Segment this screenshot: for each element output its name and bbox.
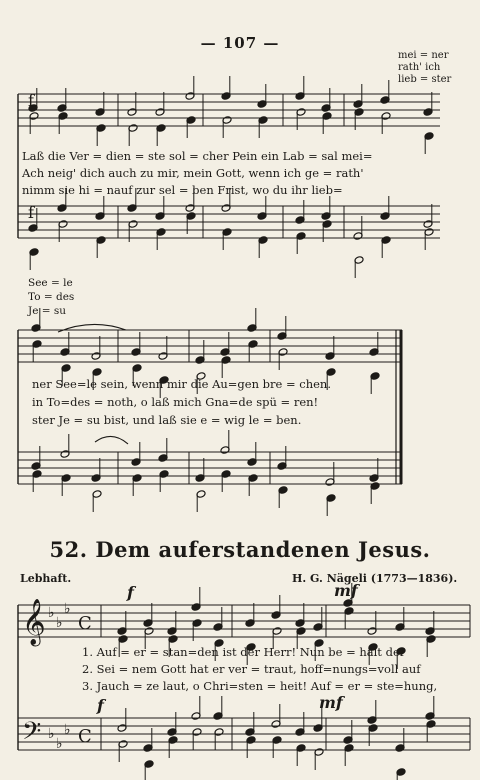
hymn51-s1-lyric-line-2: Ach neig' dich auch zu mir, mein Gott, wenn ich ge = rath' bbox=[22, 166, 364, 180]
hymn51-s2-fragment-1: See = le bbox=[28, 277, 73, 289]
hymn51-s1-lyric-line-3: nimm sie hi = nauf zur sel = ben Frist, wo du ihr lieb= bbox=[22, 183, 343, 197]
flat-icon: ♭ bbox=[64, 601, 71, 617]
bass-clef-icon: 𝄢 bbox=[22, 717, 42, 752]
hymn51-s2-fragment-3: Je = su bbox=[28, 305, 67, 317]
hymn51-s1-lyric-line-1: Laß die Ver = dien = ste sol = cher Pein ein Lab = sal mei= bbox=[22, 149, 373, 163]
flat-icon: ♭ bbox=[56, 615, 63, 631]
dynamic-mezzoforte-bass: mf bbox=[319, 693, 343, 712]
side-text-1: mei = ner bbox=[398, 50, 449, 61]
flat-icon: ♭ bbox=[48, 726, 55, 742]
flat-icon: ♭ bbox=[48, 605, 55, 621]
dynamic-forte: f bbox=[127, 583, 134, 602]
common-time-icon: C bbox=[78, 726, 92, 747]
hymn51-s2-fragment-2: To = des bbox=[28, 291, 75, 303]
hymn52-verse-3: 3. Jauch = ze laut, o Chri=sten = heit! Auf = er = ste=hung, bbox=[82, 679, 438, 693]
dynamic-mezzoforte: mf bbox=[334, 581, 358, 600]
hymn51-s2-lyric-line-3: ster Je = su bist, und laß sie e = wig le = ben. bbox=[32, 413, 302, 427]
flat-icon: ♭ bbox=[64, 722, 71, 738]
side-text-3: lieb = ster bbox=[398, 74, 452, 85]
hymn52-title: 52. Dem auferstandenen Jesus. bbox=[49, 537, 431, 562]
flat-icon: ♭ bbox=[56, 736, 63, 752]
fermata-mark: f bbox=[28, 203, 34, 222]
dynamic-forte-bass: f bbox=[97, 696, 104, 715]
fermata-mark: f bbox=[28, 91, 34, 110]
slur bbox=[58, 324, 126, 332]
composer-credit: H. G. Nägeli (1773—1836). bbox=[292, 572, 458, 585]
side-text-2: rath' ich bbox=[398, 62, 441, 73]
common-time-icon: C bbox=[78, 613, 92, 634]
page-number: — 107 — bbox=[200, 34, 280, 52]
hymn52-verse-1: 1. Auf = er = stan=den ist der Herr! Nun be = hält der bbox=[82, 645, 406, 659]
hymn51-s2-lyric-line-2: in To=des = noth, o laß mich Gna=de spü = ren! bbox=[32, 395, 319, 409]
hymn51-s2-lyric-line-1: ner See=le sein, wenn mir die Au=gen bre = chen. bbox=[32, 377, 331, 391]
treble-clef-icon: 𝄞 bbox=[22, 599, 46, 645]
slur bbox=[95, 436, 128, 444]
hymn52-verse-2: 2. Sei = nem Gott hat er ver = traut, hoff=nungs=voll auf bbox=[82, 662, 421, 676]
tempo-marking: Lebhaft. bbox=[20, 572, 72, 585]
